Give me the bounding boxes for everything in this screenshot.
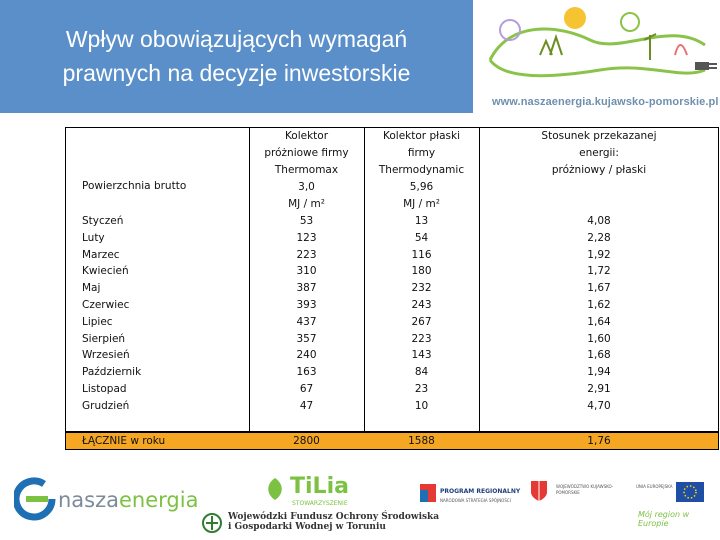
tilia-subtitle: STOWARZYSZENIE xyxy=(292,500,348,507)
month-cell: Październik xyxy=(82,366,142,379)
header-line: próżniowe firmy xyxy=(264,147,349,159)
ratio-cell: 4,70 xyxy=(587,399,611,412)
data-table xyxy=(65,127,719,432)
eu-flag-icon xyxy=(676,482,704,502)
table-row xyxy=(66,398,718,415)
header-line: energii: xyxy=(579,147,619,159)
table-row xyxy=(66,263,718,280)
vacuum-cell: 163 xyxy=(296,366,317,379)
month-cell: Sierpień xyxy=(82,332,126,345)
header-line: Thermodynamic xyxy=(378,164,465,176)
cohesion-flag-icon xyxy=(418,482,438,504)
ratio-cell: 2,91 xyxy=(587,383,611,395)
table-row xyxy=(66,331,718,348)
vacuum-cell: 393 xyxy=(296,299,317,311)
ratio-cell: 1,64 xyxy=(587,315,611,328)
month-cell: Listopad xyxy=(82,383,127,395)
table-row xyxy=(66,213,718,230)
fund-name xyxy=(228,512,439,532)
table-row xyxy=(66,347,718,364)
vacuum-cell: 357 xyxy=(296,332,317,345)
ratio-cell: 1,94 xyxy=(587,366,611,379)
energy-illustration xyxy=(480,0,720,95)
page-title-line2: prawnych na decyzje inwestorskie xyxy=(62,60,411,86)
vacuum-cell: 310 xyxy=(296,265,317,278)
month-cell: Lipiec xyxy=(82,315,113,328)
month-cell: Maj xyxy=(82,282,101,295)
flat-cell: 23 xyxy=(414,383,429,395)
fund-line: i Gospodarki Wodnej w Toruniu xyxy=(228,522,386,532)
ratio-cell: 1,92 xyxy=(587,248,611,261)
ratio-cell: 1,62 xyxy=(587,299,611,311)
flat-cell: 116 xyxy=(411,248,432,261)
ratio-cell: 2,28 xyxy=(587,231,611,244)
header-line: Thermomax xyxy=(274,164,339,176)
ratio-cell: 1,67 xyxy=(587,282,611,295)
month-cell: Grudzień xyxy=(82,399,130,412)
month-cell: Luty xyxy=(82,231,105,244)
header-line: firmy xyxy=(407,147,436,159)
total-ratio: 1,76 xyxy=(587,435,611,447)
naszaenergia-logo-icon xyxy=(14,476,56,522)
fund-emblem-icon xyxy=(200,512,224,534)
flat-collector-header xyxy=(364,128,479,212)
logo-text-part: energia xyxy=(119,488,199,512)
program-subtitle: NARODOWA STRATEGIA SPÓJNOŚCI xyxy=(440,498,511,503)
region-coat-of-arms-icon xyxy=(530,480,548,502)
header-line: próżniowy / płaski xyxy=(551,164,647,176)
month-cell: Styczeń xyxy=(82,215,124,227)
footer-logos xyxy=(0,468,720,540)
table-row xyxy=(66,247,718,264)
flat-cell: 267 xyxy=(411,315,432,328)
flat-cell: 10 xyxy=(414,399,429,412)
ratio-cell: 1,72 xyxy=(587,265,611,278)
vacuum-area-value: 3,0 xyxy=(298,181,315,193)
flat-cell: 84 xyxy=(414,366,429,379)
vacuum-cell: 47 xyxy=(299,399,314,412)
ratio-header xyxy=(479,128,719,178)
month-cell: Wrzesień xyxy=(82,349,130,362)
month-cell: Marzec xyxy=(82,248,120,261)
logo-text-part: nasza xyxy=(58,488,120,512)
fund-line: Wojewódzki Fundusz Ochrony Środowiska xyxy=(228,512,440,522)
flat-cell: 13 xyxy=(414,215,429,227)
vacuum-cell: 240 xyxy=(296,349,317,362)
total-row xyxy=(65,432,719,450)
vacuum-unit: MJ / m² xyxy=(288,198,325,210)
flat-unit: MJ / m² xyxy=(403,198,440,210)
vacuum-cell: 67 xyxy=(299,383,314,395)
naszaenergia-logo xyxy=(58,488,198,512)
table-row xyxy=(66,364,718,381)
flat-cell: 54 xyxy=(414,231,429,244)
tilia-logo: TiLia xyxy=(290,474,349,499)
page-title-line1: Wpływ obowiązujących wymagań xyxy=(65,26,408,52)
vacuum-cell: 223 xyxy=(296,248,317,261)
ratio-cell: 1,60 xyxy=(587,332,611,345)
month-cell: Czerwiec xyxy=(82,299,130,311)
table-row xyxy=(66,314,718,331)
total-label: ŁĄCZNIE w roku xyxy=(82,435,166,447)
header-line: Kolektor płaski xyxy=(383,130,460,142)
vacuum-collector-header xyxy=(249,128,364,212)
flat-cell: 143 xyxy=(411,349,432,362)
ratio-cell: 4,08 xyxy=(587,215,611,227)
flat-cell: 223 xyxy=(411,332,432,345)
motto: Mój region w Europie xyxy=(638,510,690,528)
website-link[interactable]: www.naszaenergia.kujawsko-pomorskie.pl xyxy=(492,96,719,108)
vacuum-cell: 387 xyxy=(296,282,317,295)
flat-cell: 180 xyxy=(411,265,432,278)
table-row xyxy=(66,230,718,247)
flat-cell: 243 xyxy=(411,299,432,311)
program-regionalny-logo: PROGRAM REGIONALNY xyxy=(440,488,521,495)
eu-label: UNIA EUROPEJSKA xyxy=(636,484,673,489)
table-row xyxy=(66,381,718,398)
leaf-icon xyxy=(264,476,286,502)
vacuum-cell: 123 xyxy=(296,231,317,244)
total-flat: 1588 xyxy=(408,435,435,447)
header-line: Stosunek przekazanej xyxy=(541,130,657,142)
table-row xyxy=(66,280,718,297)
total-vacuum: 2800 xyxy=(293,435,320,447)
vacuum-cell: 53 xyxy=(299,215,314,227)
area-label: Powierzchnia brutto xyxy=(82,180,187,192)
vacuum-cell: 437 xyxy=(296,315,317,328)
table-row xyxy=(66,297,718,314)
flat-cell: 232 xyxy=(411,282,432,295)
month-cell: Kwiecień xyxy=(82,265,129,278)
region-name: WOJEWÓDZTWO KUJAWSKO-POMORSKIE xyxy=(556,484,614,495)
ratio-cell: 1,68 xyxy=(587,349,611,362)
header-line: Kolektor xyxy=(284,130,329,142)
page-title xyxy=(0,22,473,90)
flat-area-value: 5,96 xyxy=(409,181,434,193)
